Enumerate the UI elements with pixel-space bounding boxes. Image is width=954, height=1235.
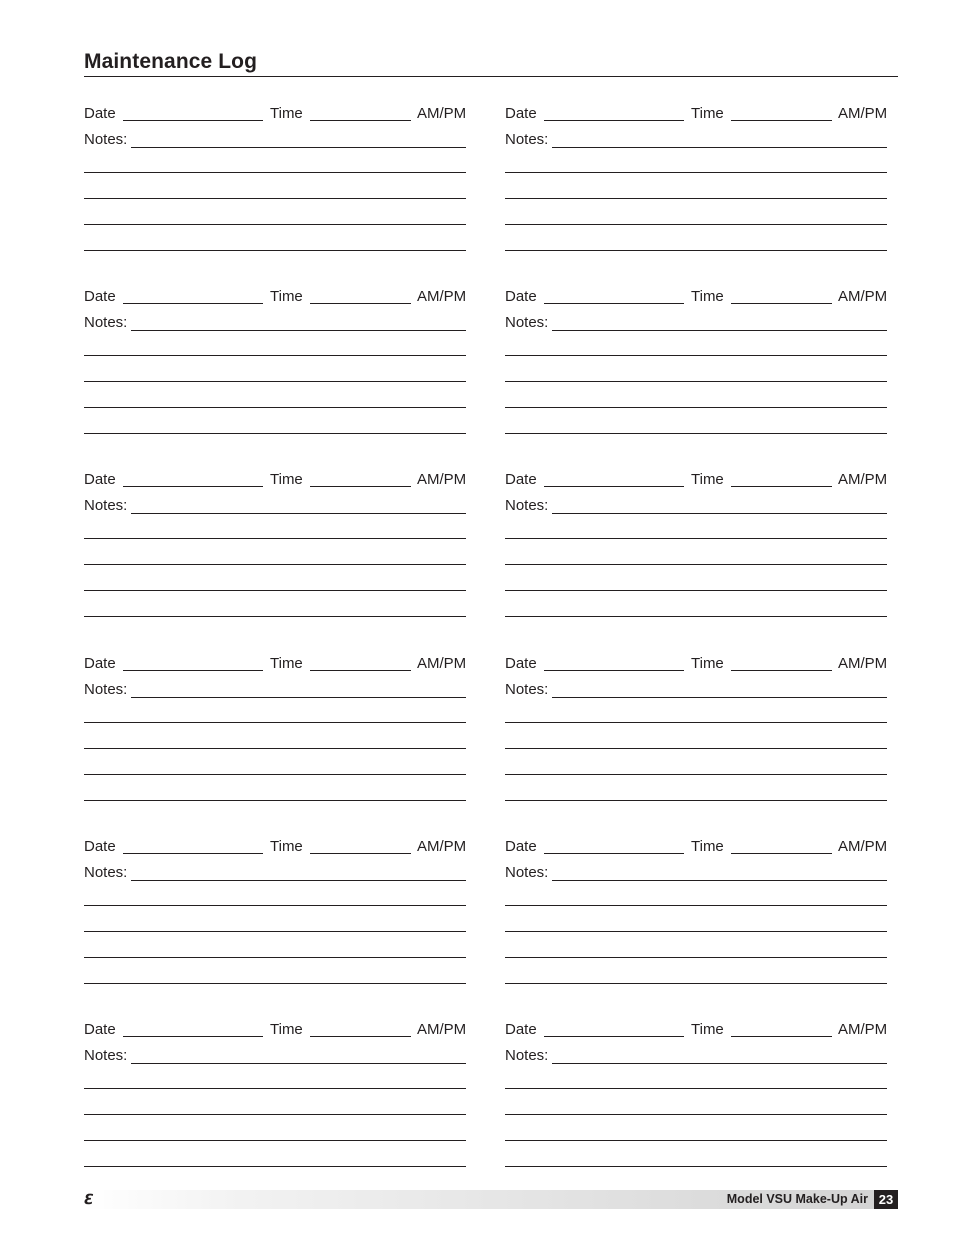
time-field[interactable] bbox=[731, 1036, 832, 1037]
time-field[interactable] bbox=[731, 303, 832, 304]
ampm-label: AM/PM bbox=[417, 838, 467, 855]
notes-label: Notes: bbox=[505, 131, 549, 148]
notes-line[interactable] bbox=[505, 748, 887, 749]
log-entry bbox=[505, 288, 895, 448]
time-field[interactable] bbox=[731, 670, 832, 671]
date-field[interactable] bbox=[544, 303, 684, 304]
time-field[interactable] bbox=[310, 853, 411, 854]
notes-line[interactable] bbox=[84, 355, 466, 356]
time-field[interactable] bbox=[310, 1036, 411, 1037]
notes-line[interactable] bbox=[505, 1114, 887, 1115]
log-entry bbox=[84, 655, 474, 815]
ampm-label: AM/PM bbox=[838, 471, 888, 488]
time-field[interactable] bbox=[731, 120, 832, 121]
notes-label: Notes: bbox=[505, 314, 549, 331]
notes-line[interactable] bbox=[505, 957, 887, 958]
notes-field[interactable] bbox=[131, 880, 466, 881]
time-label: Time bbox=[691, 655, 724, 672]
date-field[interactable] bbox=[544, 670, 684, 671]
ampm-label: AM/PM bbox=[417, 471, 467, 488]
date-field[interactable] bbox=[123, 853, 263, 854]
date-field[interactable] bbox=[544, 853, 684, 854]
time-label: Time bbox=[270, 288, 303, 305]
notes-line[interactable] bbox=[84, 1088, 466, 1089]
notes-field[interactable] bbox=[552, 147, 887, 148]
notes-label: Notes: bbox=[505, 864, 549, 881]
notes-line[interactable] bbox=[84, 172, 466, 173]
log-entry bbox=[84, 288, 474, 448]
notes-line[interactable] bbox=[505, 407, 887, 408]
notes-line[interactable] bbox=[505, 250, 887, 251]
log-entry bbox=[505, 655, 895, 815]
page-title: Maintenance Log bbox=[84, 50, 258, 73]
time-label: Time bbox=[270, 838, 303, 855]
notes-line[interactable] bbox=[84, 931, 466, 932]
log-entry bbox=[505, 1021, 895, 1181]
date-field[interactable] bbox=[123, 486, 263, 487]
notes-line[interactable] bbox=[505, 616, 887, 617]
notes-line[interactable] bbox=[505, 590, 887, 591]
date-label: Date bbox=[505, 288, 537, 305]
notes-line[interactable] bbox=[505, 983, 887, 984]
date-field[interactable] bbox=[123, 1036, 263, 1037]
notes-label: Notes: bbox=[84, 131, 128, 148]
time-label: Time bbox=[691, 471, 724, 488]
notes-line[interactable] bbox=[505, 381, 887, 382]
notes-label: Notes: bbox=[505, 497, 549, 514]
ampm-label: AM/PM bbox=[417, 105, 467, 122]
date-label: Date bbox=[84, 471, 116, 488]
notes-label: Notes: bbox=[84, 1047, 128, 1064]
notes-line[interactable] bbox=[84, 407, 466, 408]
log-entry bbox=[84, 1021, 474, 1181]
time-field[interactable] bbox=[731, 853, 832, 854]
time-label: Time bbox=[691, 288, 724, 305]
notes-label: Notes: bbox=[84, 497, 128, 514]
date-field[interactable] bbox=[544, 120, 684, 121]
notes-line[interactable] bbox=[84, 748, 466, 749]
notes-field[interactable] bbox=[552, 513, 887, 514]
title-rule bbox=[84, 76, 898, 77]
date-field[interactable] bbox=[544, 1036, 684, 1037]
log-entry bbox=[84, 105, 474, 265]
notes-line[interactable] bbox=[505, 564, 887, 565]
date-label: Date bbox=[84, 655, 116, 672]
time-label: Time bbox=[270, 471, 303, 488]
page-number: 23 bbox=[874, 1190, 898, 1209]
log-entry bbox=[84, 471, 474, 631]
time-label: Time bbox=[270, 655, 303, 672]
notes-line[interactable] bbox=[84, 590, 466, 591]
date-label: Date bbox=[84, 1021, 116, 1038]
date-label: Date bbox=[84, 288, 116, 305]
time-label: Time bbox=[691, 838, 724, 855]
notes-field[interactable] bbox=[552, 330, 887, 331]
notes-line[interactable] bbox=[84, 1166, 466, 1167]
date-label: Date bbox=[505, 1021, 537, 1038]
notes-line[interactable] bbox=[505, 722, 887, 723]
time-field[interactable] bbox=[731, 486, 832, 487]
notes-line[interactable] bbox=[505, 433, 887, 434]
notes-line[interactable] bbox=[84, 224, 466, 225]
date-label: Date bbox=[505, 471, 537, 488]
notes-field[interactable] bbox=[131, 1063, 466, 1064]
notes-line[interactable] bbox=[84, 433, 466, 434]
notes-label: Notes: bbox=[84, 864, 128, 881]
notes-line[interactable] bbox=[84, 983, 466, 984]
time-field[interactable] bbox=[310, 120, 411, 121]
date-field[interactable] bbox=[123, 120, 263, 121]
time-field[interactable] bbox=[310, 303, 411, 304]
notes-label: Notes: bbox=[84, 314, 128, 331]
date-field[interactable] bbox=[123, 303, 263, 304]
notes-field[interactable] bbox=[552, 697, 887, 698]
notes-line[interactable] bbox=[505, 198, 887, 199]
notes-line[interactable] bbox=[84, 905, 466, 906]
notes-line[interactable] bbox=[505, 1088, 887, 1089]
notes-line[interactable] bbox=[505, 1166, 887, 1167]
date-label: Date bbox=[84, 105, 116, 122]
notes-line[interactable] bbox=[84, 198, 466, 199]
ampm-label: AM/PM bbox=[838, 838, 888, 855]
ampm-label: AM/PM bbox=[417, 655, 467, 672]
notes-field[interactable] bbox=[131, 330, 466, 331]
notes-line[interactable] bbox=[84, 538, 466, 539]
notes-line[interactable] bbox=[505, 1140, 887, 1141]
date-label: Date bbox=[84, 838, 116, 855]
footer-model: Model VSU Make-Up Air bbox=[726, 1192, 868, 1206]
notes-line[interactable] bbox=[84, 616, 466, 617]
date-field[interactable] bbox=[123, 670, 263, 671]
log-entry bbox=[505, 105, 895, 265]
date-label: Date bbox=[505, 105, 537, 122]
ampm-label: AM/PM bbox=[417, 288, 467, 305]
notes-field[interactable] bbox=[552, 880, 887, 881]
notes-field[interactable] bbox=[131, 513, 466, 514]
notes-line[interactable] bbox=[505, 355, 887, 356]
notes-field[interactable] bbox=[131, 697, 466, 698]
log-entry bbox=[84, 838, 474, 998]
notes-line[interactable] bbox=[505, 538, 887, 539]
notes-line[interactable] bbox=[84, 250, 466, 251]
notes-line[interactable] bbox=[505, 905, 887, 906]
notes-line[interactable] bbox=[84, 1140, 466, 1141]
time-label: Time bbox=[691, 105, 724, 122]
ampm-label: AM/PM bbox=[838, 288, 888, 305]
notes-line[interactable] bbox=[84, 957, 466, 958]
notes-label: Notes: bbox=[505, 681, 549, 698]
date-field[interactable] bbox=[544, 486, 684, 487]
notes-field[interactable] bbox=[552, 1063, 887, 1064]
notes-line[interactable] bbox=[505, 172, 887, 173]
notes-line[interactable] bbox=[84, 774, 466, 775]
notes-line[interactable] bbox=[505, 774, 887, 775]
notes-line[interactable] bbox=[505, 224, 887, 225]
notes-line[interactable] bbox=[505, 800, 887, 801]
notes-label: Notes: bbox=[505, 1047, 549, 1064]
notes-line[interactable] bbox=[84, 800, 466, 801]
ampm-label: AM/PM bbox=[838, 105, 888, 122]
time-label: Time bbox=[691, 1021, 724, 1038]
time-label: Time bbox=[270, 105, 303, 122]
date-label: Date bbox=[505, 838, 537, 855]
notes-line[interactable] bbox=[84, 564, 466, 565]
ampm-label: AM/PM bbox=[838, 1021, 888, 1038]
notes-line[interactable] bbox=[84, 381, 466, 382]
time-field[interactable] bbox=[310, 486, 411, 487]
log-entry bbox=[505, 838, 895, 998]
notes-line[interactable] bbox=[84, 722, 466, 723]
notes-label: Notes: bbox=[84, 681, 128, 698]
date-label: Date bbox=[505, 655, 537, 672]
ampm-label: AM/PM bbox=[417, 1021, 467, 1038]
notes-field[interactable] bbox=[131, 147, 466, 148]
notes-line[interactable] bbox=[505, 931, 887, 932]
notes-line[interactable] bbox=[84, 1114, 466, 1115]
time-label: Time bbox=[270, 1021, 303, 1038]
time-field[interactable] bbox=[310, 670, 411, 671]
ampm-label: AM/PM bbox=[838, 655, 888, 672]
log-entry bbox=[505, 471, 895, 631]
logo-icon: ℇ bbox=[84, 1192, 94, 1208]
